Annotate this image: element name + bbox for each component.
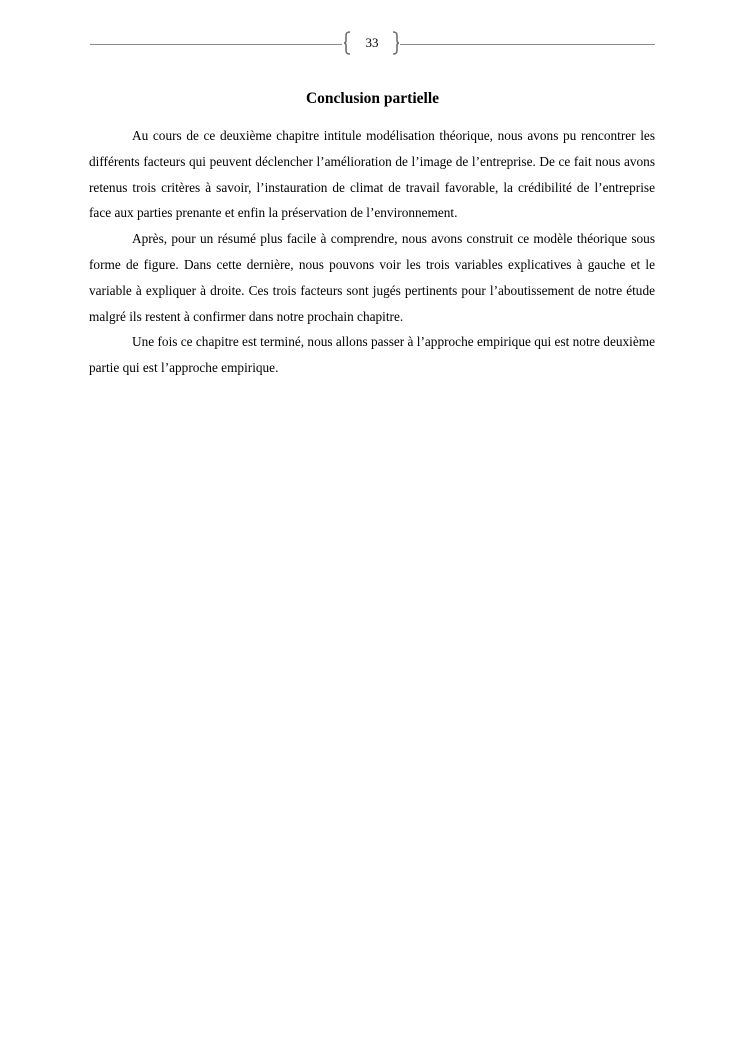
left-bracket-ornament — [343, 31, 351, 55]
paragraph: Au cours de ce deuxième chapitre intitule modélisation théorique, nous avons pu rencontrer les différents facteurs qui peuvent déclencher l’amélioration de l’image de l’entreprise. De ce fait nous avons retenus trois critères à savoir, l’instauration de climat de travail favorable, la crédibilité de l’entreprise face aux parties prenante et enfin la préservation de l’environnement. — [89, 128, 655, 221]
section-title: Conclusion partielle — [305, 90, 440, 107]
body-text — [89, 123, 655, 381]
header-rule-left — [90, 44, 342, 45]
right-bracket-ornament — [392, 31, 400, 55]
page-number: 33 — [365, 35, 379, 50]
paragraph: Après, pour un résumé plus facile à comprendre, nous avons construit ce modèle théorique sous forme de figure. Dans cette dernière, nous pouvons voir les trois variables explicatives à gauche et le variable à expliquer à droite. Ces trois facteurs sont jugés pertinents pour l’aboutissement de notre étude malgré ils restent à confirmer dans notre prochain chapitre. — [89, 231, 655, 324]
page-header — [90, 30, 655, 58]
header-rule-right — [400, 44, 655, 45]
paragraph: Une fois ce chapitre est terminé, nous allons passer à l’approche empirique qui est notre deuxième partie qui est l’approche empirique. — [89, 334, 655, 376]
